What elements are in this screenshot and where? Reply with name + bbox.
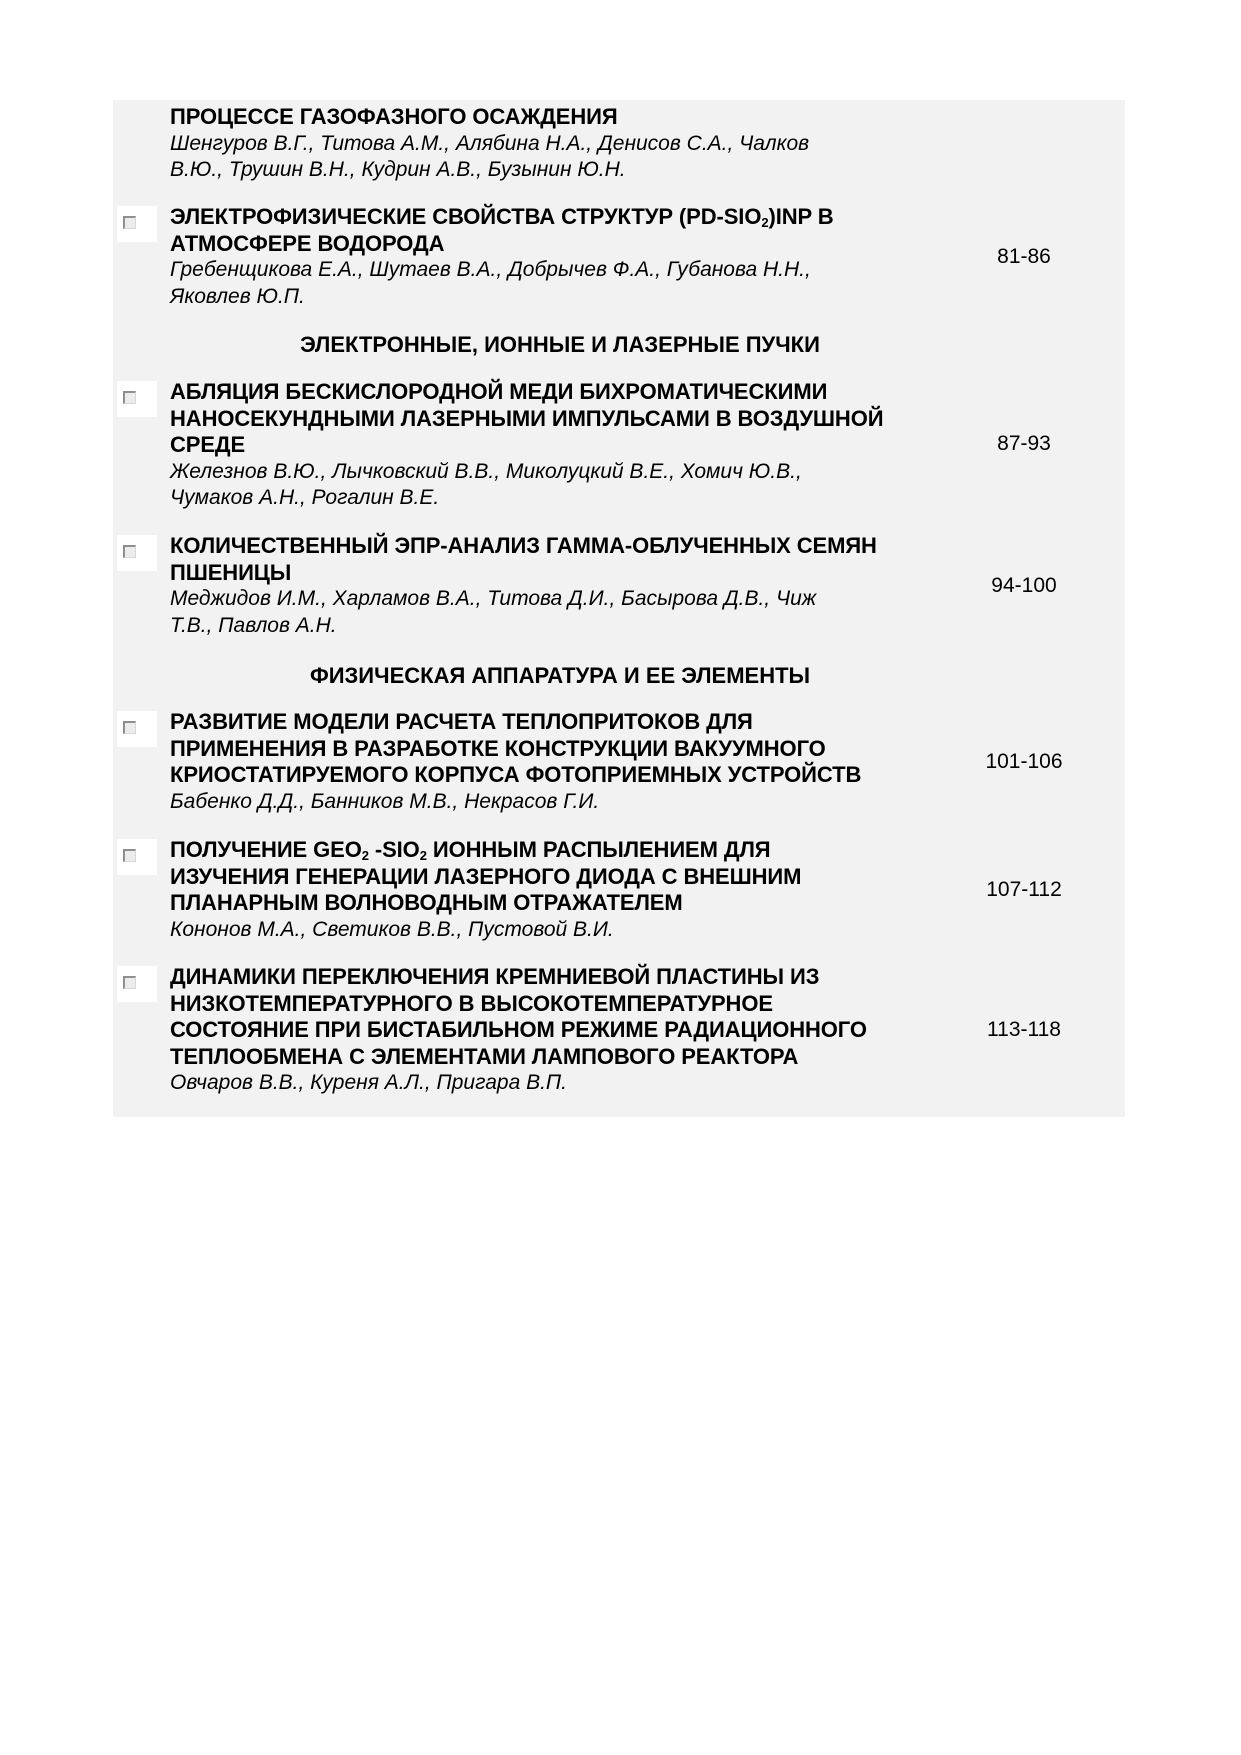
subscript: 2	[419, 848, 427, 863]
page-range: 81-86	[997, 245, 1051, 268]
article-authors: Меджидов И.М., Харламов В.А., Титова Д.И., Басырова Д.В., Чиж	[170, 587, 817, 610]
article-authors: Бабенко Д.Д., Банников М.В., Некрасов Г.И.	[170, 789, 600, 813]
title-text: ИОННЫМ РАСПЫЛЕНИЕМ ДЛЯ	[426, 837, 771, 862]
title-text: )INP В	[768, 204, 834, 229]
article-title[interactable]: СРЕДЕ	[170, 432, 246, 457]
title-text: ЭЛЕКТРОФИЗИЧЕСКИЕ СВОЙСТВА СТРУКТУР (PD-SIO	[170, 204, 762, 229]
article-title[interactable]	[170, 204, 950, 231]
article-title[interactable]: КРИОСТАТИРУЕМОГО КОРПУСА ФОТОПРИЕМНЫХ УСТРОЙСТВ	[170, 762, 862, 787]
entry-text	[170, 533, 950, 639]
subscript: 2	[761, 215, 769, 230]
entry-checkbox[interactable]	[117, 381, 157, 417]
article-authors: В.Ю., Трушин В.Н., Кудрин А.В., Бузынин Ю.Н.	[170, 158, 626, 181]
article-title[interactable]: АБЛЯЦИЯ БЕСКИСЛОРОДНОЙ МЕДИ БИХРОМАТИЧЕСКИМИ	[170, 379, 828, 404]
page-range: 94-100	[991, 574, 1057, 597]
article-title[interactable]: ПШЕНИЦЫ	[170, 559, 292, 585]
checkbox-icon	[123, 545, 136, 558]
entry-text	[170, 837, 950, 943]
article-authors: Железнов В.Ю., Лычковский В.В., Миколуцкий В.Е., Хомич Ю.В.,	[170, 459, 802, 483]
checkbox-icon	[123, 849, 136, 862]
checkbox-icon	[123, 976, 136, 989]
table-of-contents-panel	[113, 100, 1125, 1117]
entry-checkbox[interactable]	[117, 966, 157, 1002]
article-authors: Шенгуров В.Г., Титова А.М., Алябина Н.А., Денисов С.А., Чалков	[170, 131, 810, 155]
article-title[interactable]: ПРИМЕНЕНИЯ В РАЗРАБОТКЕ КОНСТРУКЦИИ ВАКУУМНОГО	[170, 735, 826, 761]
article-authors: Яковлев Ю.П.	[170, 284, 305, 308]
article-title[interactable]: НАНОСЕКУНДНЫМИ ЛАЗЕРНЫМИ ИМПУЛЬСАМИ В ВОЗДУШНОЙ	[170, 405, 884, 431]
entry-text	[170, 379, 950, 512]
article-authors: Чумаков А.Н., Рогалин В.Е.	[170, 486, 440, 509]
article-authors: Т.В., Павлов А.Н.	[170, 613, 337, 637]
page-range: 87-93	[997, 432, 1051, 455]
article-title[interactable]: РАЗВИТИЕ МОДЕЛИ РАСЧЕТА ТЕПЛОПРИТОКОВ ДЛЯ	[170, 709, 753, 734]
subscript: 2	[361, 848, 369, 863]
page-range: 107-112	[986, 878, 1062, 901]
article-title[interactable]: НИЗКОТЕМПЕРАТУРНОГО В ВЫСОКОТЕМПЕРАТУРНОЕ	[170, 990, 773, 1016]
entry-text	[170, 964, 950, 1097]
article-title[interactable]: КОЛИЧЕСТВЕННЫЙ ЭПР-АНАЛИЗ ГАММА-ОБЛУЧЕННЫХ СЕМЯН	[170, 533, 877, 558]
page-range: 101-106	[985, 750, 1063, 773]
checkbox-icon	[123, 721, 136, 734]
title-text: -SIO	[368, 837, 420, 862]
checkbox-icon	[123, 216, 136, 229]
article-title[interactable]: СОСТОЯНИЕ ПРИ БИСТАБИЛЬНОМ РЕЖИМЕ РАДИАЦИОННОГО	[170, 1017, 867, 1042]
article-authors: Овчаров В.В., Куреня А.Л., Пригара В.П.	[170, 1071, 567, 1094]
article-title[interactable]: ТЕПЛООБМЕНА С ЭЛЕМЕНТАМИ ЛАМПОВОГО РЕАКТОРА	[170, 1043, 799, 1069]
article-authors: Кононов М.А., Светиков В.В., Пустовой В.И.	[170, 917, 614, 941]
article-title[interactable]: АТМОСФЕРЕ ВОДОРОДА	[170, 230, 445, 256]
article-authors: Гребенщикова Е.А., Шутаев В.А., Добрычев Ф.А., Губанова Н.Н.,	[170, 258, 811, 281]
section-heading: ЭЛЕКТРОННЫЕ, ИОННЫЕ И ЛАЗЕРНЫЕ ПУЧКИ	[300, 332, 820, 357]
article-title[interactable]: ДИНАМИКИ ПЕРЕКЛЮЧЕНИЯ КРЕМНИЕВОЙ ПЛАСТИНЫ ИЗ	[170, 964, 820, 989]
article-title[interactable]: ПРОЦЕССЕ ГАЗОФАЗНОГО ОСАЖДЕНИЯ	[170, 104, 618, 129]
article-title[interactable]: ПЛАНАРНЫМ ВОЛНОВОДНЫМ ОТРАЖАТЕЛЕМ	[170, 890, 683, 915]
page-range: 113-118	[987, 1018, 1061, 1041]
entry-text	[170, 104, 950, 184]
article-title[interactable]: ИЗУЧЕНИЯ ГЕНЕРАЦИИ ЛАЗЕРНОГО ДИОДА С ВНЕШНИМ	[170, 863, 802, 889]
title-text: ПОЛУЧЕНИЕ GEO	[170, 837, 362, 862]
section-heading: ФИЗИЧЕСКАЯ АППАРАТУРА И ЕЕ ЭЛЕМЕНТЫ	[309, 663, 811, 688]
article-title[interactable]	[170, 837, 950, 864]
entry-text	[170, 709, 950, 815]
entry-checkbox[interactable]	[117, 535, 157, 571]
entry-text	[170, 204, 950, 310]
entry-checkbox[interactable]	[117, 711, 157, 747]
entry-checkbox[interactable]	[117, 206, 157, 242]
entry-checkbox[interactable]	[117, 839, 157, 875]
checkbox-icon	[123, 391, 136, 404]
